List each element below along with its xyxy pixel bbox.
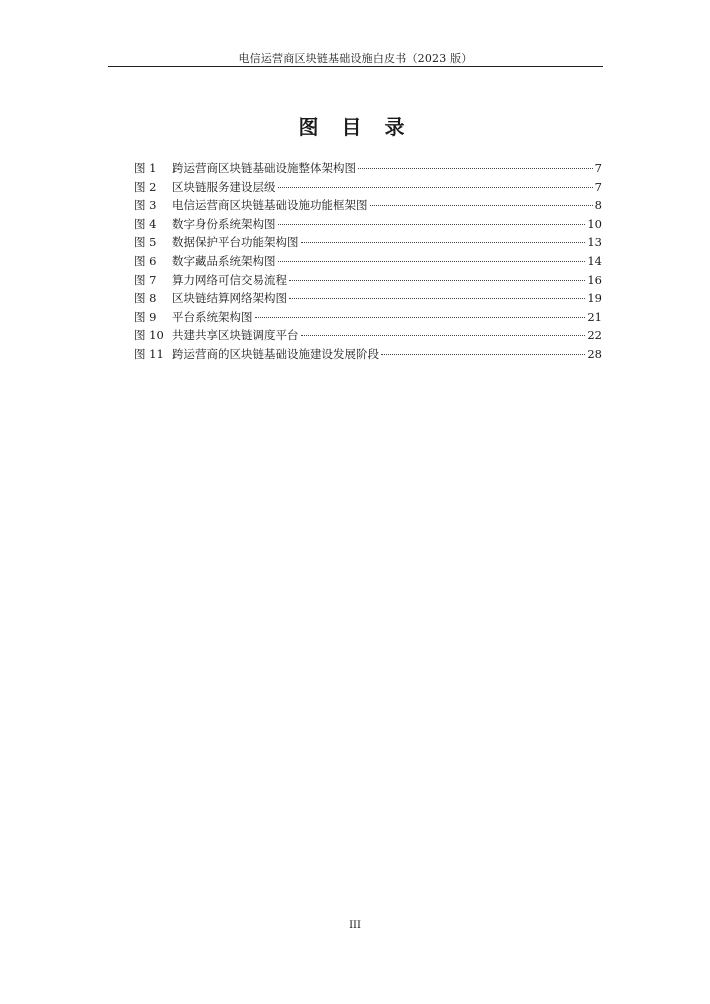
figure-title: 区块链结算网络架构图: [172, 291, 287, 306]
page-number: 8: [594, 198, 602, 213]
page-number: 21: [587, 309, 602, 324]
dot-leader: [289, 298, 585, 299]
toc-entry[interactable]: [134, 197, 602, 216]
dot-leader: [278, 261, 586, 262]
figure-title: 数据保护平台功能架构图: [172, 235, 299, 250]
figure-title: 数字藏品系统架构图: [172, 253, 276, 268]
toc-entry[interactable]: [134, 216, 602, 235]
figure-label: 图 10: [134, 328, 164, 343]
page-footer-number: III: [349, 920, 361, 931]
dot-leader: [278, 224, 586, 225]
figure-label: 图 5: [134, 235, 157, 250]
figure-label: 图 8: [134, 291, 157, 306]
page-number: 16: [587, 272, 602, 287]
toc-entry[interactable]: [134, 327, 602, 346]
toc-entry[interactable]: [134, 253, 602, 272]
figure-title: 算力网络可信交易流程: [172, 272, 287, 287]
toc-entry[interactable]: [134, 160, 602, 179]
dot-leader: [301, 242, 586, 243]
dot-leader: [358, 168, 593, 169]
page-title: 图 目 录: [298, 115, 413, 139]
figure-label: 图 2: [134, 179, 157, 194]
figure-title: 电信运营商区块链基础设施功能框架图: [172, 198, 368, 213]
dot-leader: [255, 317, 586, 318]
page-number: 7: [594, 161, 602, 175]
figure-title: 区块链服务建设层级: [172, 179, 276, 194]
figure-label: 图 11: [134, 346, 164, 361]
page-number: 28: [587, 346, 602, 361]
dot-leader: [278, 187, 593, 188]
dot-leader: [370, 205, 593, 206]
header-rule: [108, 66, 603, 67]
figure-label: 图 4: [134, 216, 157, 231]
running-header: 电信运营商区块链基础设施白皮书（2023 版）: [238, 52, 473, 65]
toc-entry[interactable]: [134, 272, 602, 291]
toc-entry[interactable]: [134, 179, 602, 198]
figure-title: 平台系统架构图: [172, 309, 253, 324]
toc-entry[interactable]: [134, 346, 602, 365]
page-number: 22: [587, 328, 602, 343]
dot-leader: [381, 354, 585, 355]
figure-label: 图 9: [134, 309, 157, 324]
toc-entry[interactable]: [134, 309, 602, 328]
figure-label: 图 3: [134, 198, 157, 213]
figure-label: 图 6: [134, 253, 157, 268]
figure-title: 共建共享区块链调度平台: [172, 328, 299, 343]
figure-title: 数字身份系统架构图: [172, 216, 276, 231]
page-number: 14: [587, 253, 602, 268]
page-number: 7: [594, 179, 602, 194]
page-number: 10: [587, 216, 602, 231]
dot-leader: [289, 280, 585, 281]
page-number: 19: [587, 291, 602, 306]
figure-list: [134, 160, 602, 365]
toc-entry[interactable]: [134, 234, 602, 253]
figure-title: 跨运营商区块链基础设施整体架构图: [172, 161, 356, 175]
figure-title: 跨运营商的区块链基础设施建设发展阶段: [172, 346, 379, 361]
figure-label: 图 1: [134, 161, 157, 175]
page-number: 13: [587, 235, 602, 250]
dot-leader: [301, 335, 586, 336]
figure-label: 图 7: [134, 272, 157, 287]
toc-entry[interactable]: [134, 290, 602, 309]
